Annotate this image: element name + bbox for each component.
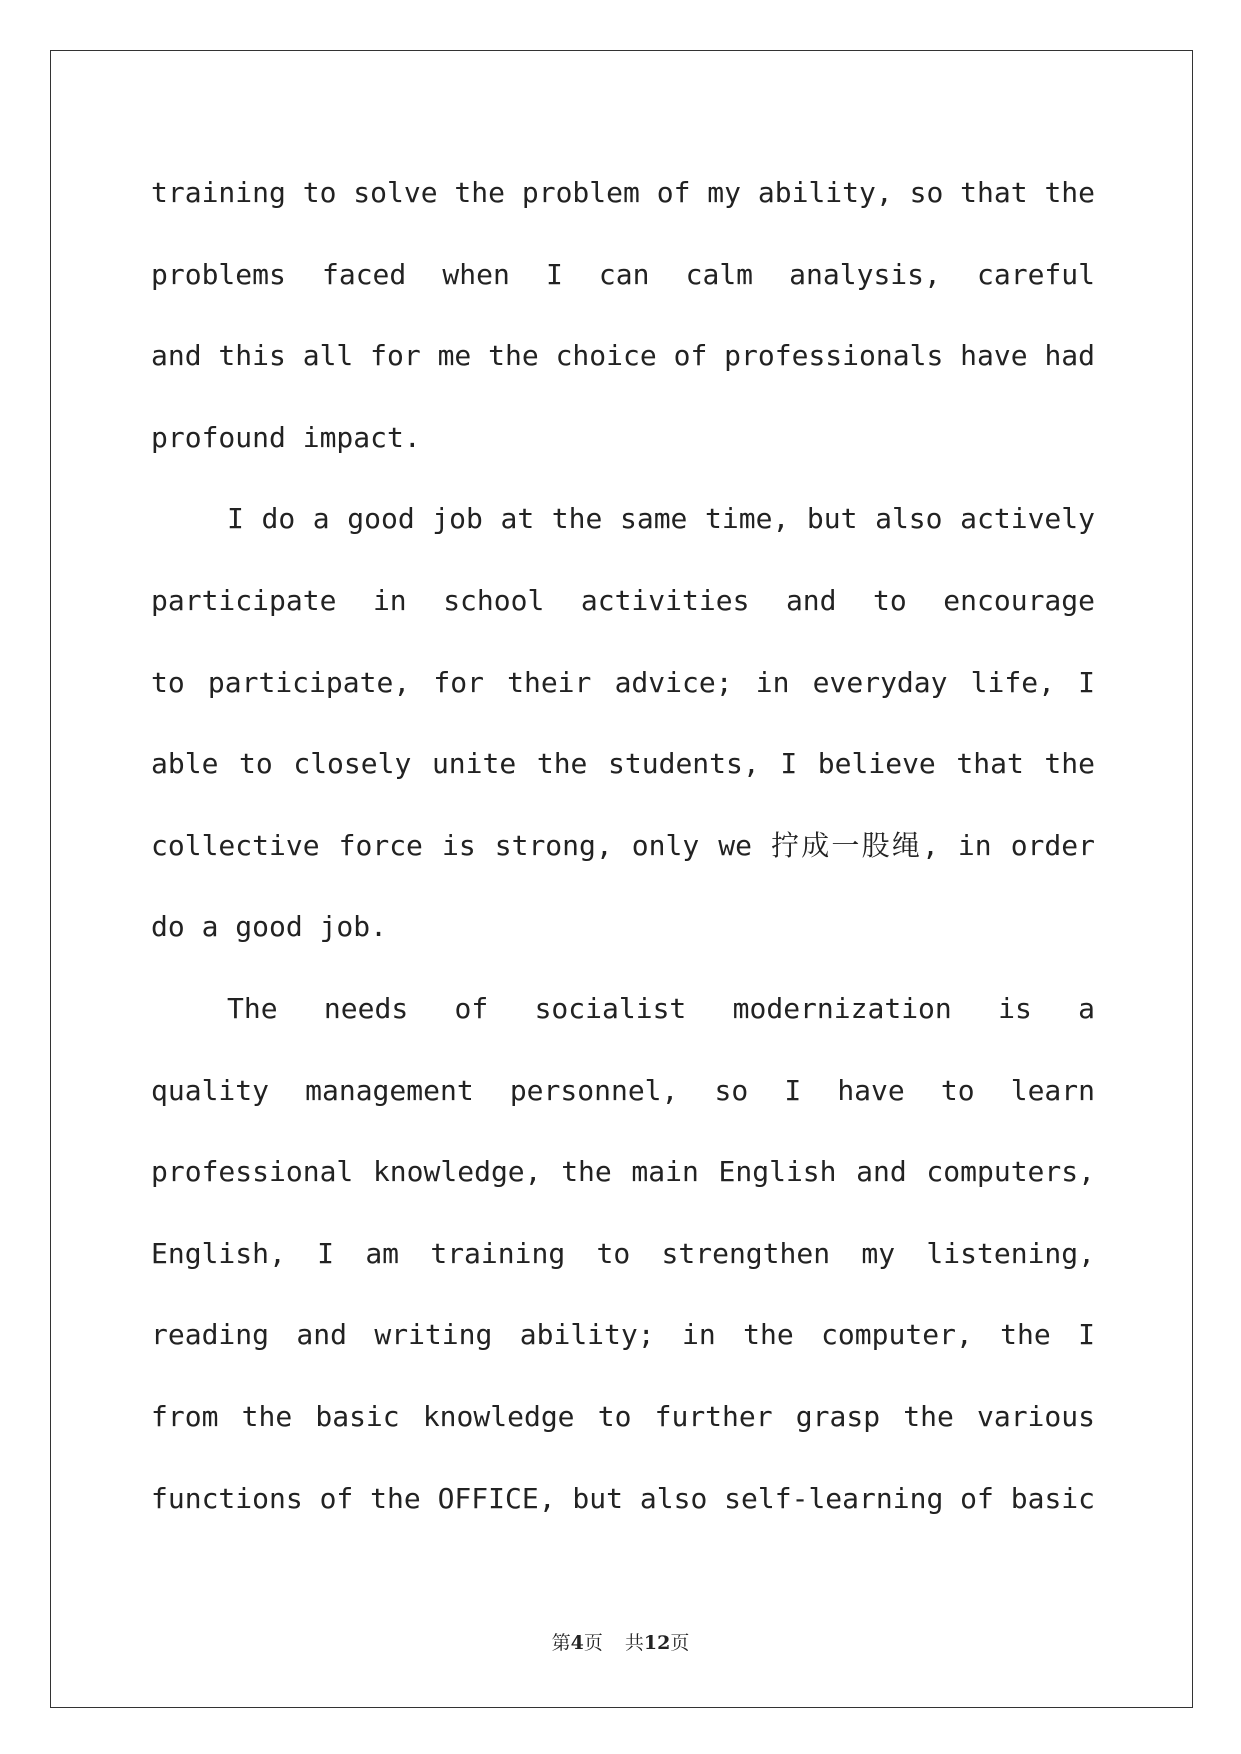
text-line: do a good job.	[151, 910, 388, 944]
footer-prefix: 第	[551, 1632, 571, 1654]
text-line: to participate, for their advice; in everyday life, I	[151, 665, 1095, 699]
footer-page-number: 4	[570, 1632, 584, 1654]
text-line: professional knowledge, the main English and computers,	[151, 1155, 1095, 1189]
text-line: I do a good job at the same time, but also actively	[227, 502, 1095, 536]
footer-total-prefix: 共	[624, 1632, 644, 1654]
text-line: The needs of socialist modernization is a	[227, 991, 1095, 1025]
text-line: training to solve the problem of my ability, so that the	[151, 176, 1095, 209]
text-line: English, I am training to strengthen my listening,	[151, 1236, 1095, 1270]
text-line: able to closely unite the students, I believe that the	[151, 747, 1095, 781]
footer-total-suffix: 页	[670, 1632, 690, 1654]
page-footer	[0, 1628, 1241, 1655]
text-line: profound impact.	[151, 420, 421, 454]
text-line: quality management personnel, so I have to learn	[151, 1073, 1095, 1107]
text-line: from the basic knowledge to further grasp the various	[151, 1399, 1095, 1433]
text-line: collective force is strong, only we 拧成一股绳, in order	[151, 828, 1095, 862]
document-body	[151, 152, 1095, 1539]
text-line: functions of the OFFICE, but also self-learning of basic	[151, 1481, 1095, 1515]
text-line: and this all for me the choice of professionals have had	[151, 339, 1095, 373]
text-line: participate in school activities and to encourage	[151, 583, 1095, 617]
footer-page-suffix: 页	[583, 1632, 603, 1654]
text-line: reading and writing ability; in the computer, the I	[151, 1318, 1095, 1352]
text-line: problems faced when I can calm analysis, careful	[151, 257, 1095, 291]
footer-total-pages: 12	[643, 1632, 671, 1654]
